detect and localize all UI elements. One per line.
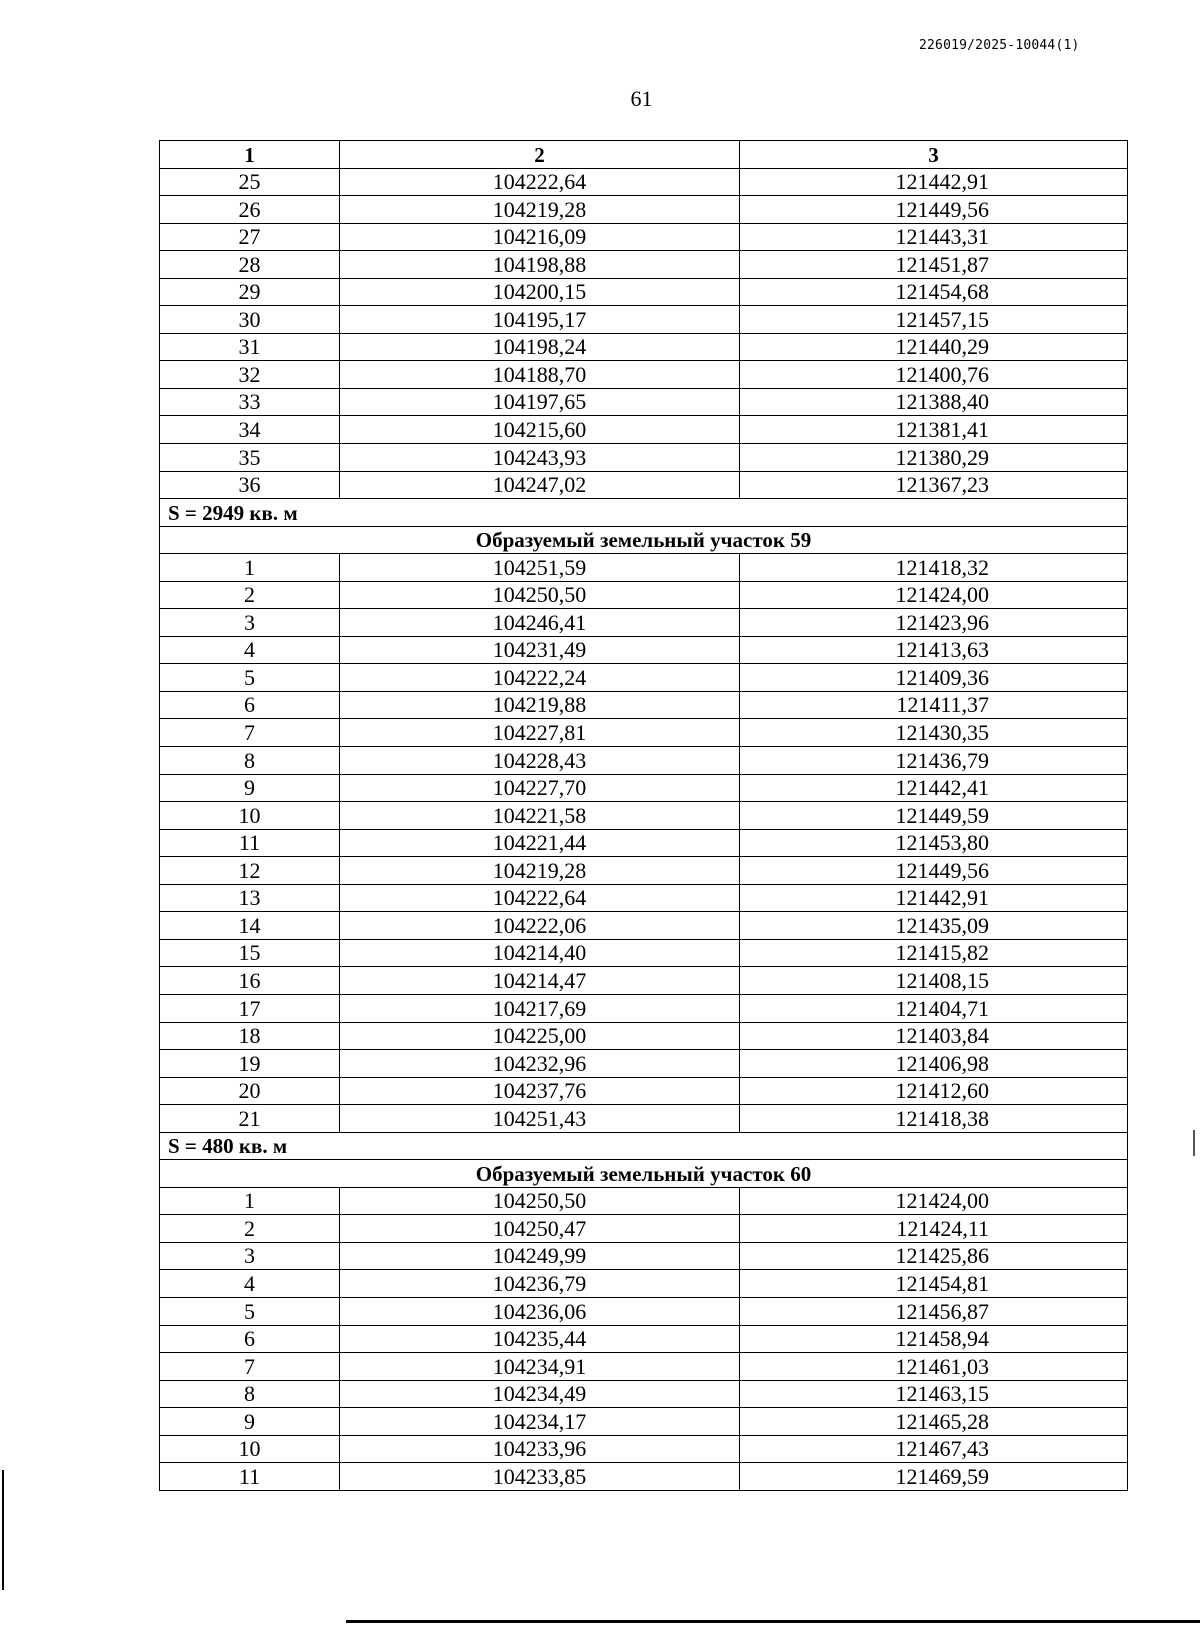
coordinate-y-cell: 121408,15 [740, 967, 1128, 995]
coordinate-x-cell: 104233,96 [340, 1435, 740, 1463]
coordinate-x-cell: 104251,43 [340, 1105, 740, 1133]
coordinate-y-cell: 121458,94 [740, 1325, 1128, 1353]
table-row [160, 1297, 1128, 1325]
coordinate-y-cell: 121400,76 [740, 361, 1128, 389]
coordinate-x-cell: 104235,44 [340, 1325, 740, 1353]
coordinates-table [159, 140, 1128, 1491]
coordinate-x-cell: 104234,49 [340, 1380, 740, 1408]
coordinate-y-cell: 121442,91 [740, 884, 1128, 912]
coordinate-x-cell: 104217,69 [340, 994, 740, 1022]
coordinate-y-cell: 121409,36 [740, 664, 1128, 692]
coordinate-y-cell: 121413,63 [740, 636, 1128, 664]
table-row [160, 251, 1128, 279]
coordinate-y-cell: 121380,29 [740, 444, 1128, 472]
table-row [160, 333, 1128, 361]
point-number-cell: 11 [160, 829, 340, 857]
coordinate-x-cell: 104243,93 [340, 444, 740, 472]
point-number-cell: 26 [160, 196, 340, 224]
coordinate-x-cell: 104250,50 [340, 581, 740, 609]
table-row [160, 168, 1128, 196]
point-number-cell: 31 [160, 333, 340, 361]
coordinate-x-cell: 104216,09 [340, 223, 740, 251]
point-number-cell: 5 [160, 1297, 340, 1325]
table-row [160, 1242, 1128, 1270]
point-number-cell: 3 [160, 1242, 340, 1270]
coordinate-y-cell: 121461,03 [740, 1353, 1128, 1381]
point-number-cell: 9 [160, 1408, 340, 1436]
table-row [160, 636, 1128, 664]
coordinate-x-cell: 104236,06 [340, 1297, 740, 1325]
table-row [160, 1187, 1128, 1215]
coordinate-y-cell: 121449,56 [740, 196, 1128, 224]
coordinate-x-cell: 104227,81 [340, 719, 740, 747]
table-row [160, 829, 1128, 857]
coordinate-x-cell: 104225,00 [340, 1022, 740, 1050]
coordinate-y-cell: 121381,41 [740, 416, 1128, 444]
point-number-cell: 1 [160, 1187, 340, 1215]
coordinate-y-cell: 121430,35 [740, 719, 1128, 747]
point-number-cell: 7 [160, 719, 340, 747]
coordinate-x-cell: 104222,64 [340, 168, 740, 196]
coordinate-x-cell: 104237,76 [340, 1077, 740, 1105]
table-row [160, 416, 1128, 444]
table-row [160, 1353, 1128, 1381]
area-row [160, 1132, 1128, 1160]
coordinate-x-cell: 104251,59 [340, 554, 740, 582]
scan-mark [1193, 1130, 1195, 1156]
table-row [160, 939, 1128, 967]
area-row [160, 499, 1128, 527]
coordinate-y-cell: 121454,68 [740, 278, 1128, 306]
coordinate-y-cell: 121403,84 [740, 1022, 1128, 1050]
document-id: 226019/2025-10044(1) [919, 38, 1080, 53]
point-number-cell: 35 [160, 444, 340, 472]
table-row [160, 802, 1128, 830]
table-row [160, 747, 1128, 775]
coordinate-x-cell: 104221,58 [340, 802, 740, 830]
coordinate-x-cell: 104250,47 [340, 1215, 740, 1243]
coordinate-x-cell: 104233,85 [340, 1463, 740, 1491]
point-number-cell: 10 [160, 1435, 340, 1463]
table-row [160, 912, 1128, 940]
table-row [160, 664, 1128, 692]
coordinate-x-cell: 104247,02 [340, 471, 740, 499]
table-row [160, 967, 1128, 995]
coordinate-y-cell: 121424,11 [740, 1215, 1128, 1243]
coordinate-x-cell: 104222,24 [340, 664, 740, 692]
point-number-cell: 12 [160, 857, 340, 885]
point-number-cell: 33 [160, 388, 340, 416]
table-row [160, 1270, 1128, 1298]
table-row [160, 388, 1128, 416]
coordinate-y-cell: 121454,81 [740, 1270, 1128, 1298]
coordinate-x-cell: 104236,79 [340, 1270, 740, 1298]
plot-title: Образуемый земельный участок 60 [160, 1160, 1128, 1188]
coordinate-y-cell: 121469,59 [740, 1463, 1128, 1491]
table-row [160, 471, 1128, 499]
point-number-cell: 9 [160, 774, 340, 802]
table-row [160, 581, 1128, 609]
table-row [160, 1435, 1128, 1463]
coordinate-x-cell: 104215,60 [340, 416, 740, 444]
point-number-cell: 16 [160, 967, 340, 995]
table-row [160, 994, 1128, 1022]
coordinate-x-cell: 104214,47 [340, 967, 740, 995]
coordinate-y-cell: 121436,79 [740, 747, 1128, 775]
point-number-cell: 6 [160, 691, 340, 719]
column-header-3: 3 [740, 141, 1128, 169]
area-value: S = 480 кв. м [160, 1132, 1128, 1160]
coordinate-x-cell: 104188,70 [340, 361, 740, 389]
point-number-cell: 34 [160, 416, 340, 444]
coordinate-x-cell: 104228,43 [340, 747, 740, 775]
coordinate-y-cell: 121404,71 [740, 994, 1128, 1022]
table-row [160, 719, 1128, 747]
coordinate-x-cell: 104227,70 [340, 774, 740, 802]
point-number-cell: 3 [160, 609, 340, 637]
table-row [160, 306, 1128, 334]
table-row [160, 361, 1128, 389]
point-number-cell: 15 [160, 939, 340, 967]
point-number-cell: 4 [160, 636, 340, 664]
coordinate-y-cell: 121411,37 [740, 691, 1128, 719]
table-row [160, 554, 1128, 582]
point-number-cell: 1 [160, 554, 340, 582]
table-row [160, 1408, 1128, 1436]
table-row [160, 884, 1128, 912]
table-row [160, 278, 1128, 306]
coordinate-y-cell: 121443,31 [740, 223, 1128, 251]
coordinate-x-cell: 104219,28 [340, 196, 740, 224]
table-row [160, 1325, 1128, 1353]
coordinate-x-cell: 104234,91 [340, 1353, 740, 1381]
coordinate-y-cell: 121442,91 [740, 168, 1128, 196]
table-row [160, 1463, 1128, 1491]
plot-title-row [160, 526, 1128, 554]
coordinate-y-cell: 121449,59 [740, 802, 1128, 830]
coordinate-x-cell: 104221,44 [340, 829, 740, 857]
coordinate-x-cell: 104249,99 [340, 1242, 740, 1270]
point-number-cell: 10 [160, 802, 340, 830]
coordinate-x-cell: 104232,96 [340, 1050, 740, 1078]
coordinate-y-cell: 121367,23 [740, 471, 1128, 499]
point-number-cell: 25 [160, 168, 340, 196]
coordinate-x-cell: 104250,50 [340, 1187, 740, 1215]
point-number-cell: 11 [160, 1463, 340, 1491]
scan-edge-line [346, 1620, 1200, 1623]
column-header-1: 1 [160, 141, 340, 169]
column-header-2: 2 [340, 141, 740, 169]
area-value: S = 2949 кв. м [160, 499, 1128, 527]
point-number-cell: 2 [160, 1215, 340, 1243]
coordinate-y-cell: 121465,28 [740, 1408, 1128, 1436]
point-number-cell: 32 [160, 361, 340, 389]
point-number-cell: 14 [160, 912, 340, 940]
table-row [160, 444, 1128, 472]
point-number-cell: 17 [160, 994, 340, 1022]
point-number-cell: 2 [160, 581, 340, 609]
coordinate-x-cell: 104195,17 [340, 306, 740, 334]
coordinate-y-cell: 121467,43 [740, 1435, 1128, 1463]
coordinate-x-cell: 104231,49 [340, 636, 740, 664]
coordinate-x-cell: 104234,17 [340, 1408, 740, 1436]
page-number: 61 [630, 86, 653, 111]
table-header-row [160, 141, 1128, 169]
table-row [160, 1050, 1128, 1078]
point-number-cell: 4 [160, 1270, 340, 1298]
table-row [160, 691, 1128, 719]
coordinate-x-cell: 104222,64 [340, 884, 740, 912]
table-row [160, 1077, 1128, 1105]
coordinate-y-cell: 121463,15 [740, 1380, 1128, 1408]
table-row [160, 857, 1128, 885]
point-number-cell: 19 [160, 1050, 340, 1078]
coordinate-x-cell: 104197,65 [340, 388, 740, 416]
coordinate-x-cell: 104214,40 [340, 939, 740, 967]
table-row [160, 609, 1128, 637]
coordinate-y-cell: 121412,60 [740, 1077, 1128, 1105]
coordinate-y-cell: 121456,87 [740, 1297, 1128, 1325]
coordinate-y-cell: 121406,98 [740, 1050, 1128, 1078]
point-number-cell: 7 [160, 1353, 340, 1381]
coordinate-x-cell: 104198,88 [340, 251, 740, 279]
coordinate-y-cell: 121423,96 [740, 609, 1128, 637]
coordinate-y-cell: 121440,29 [740, 333, 1128, 361]
coordinate-y-cell: 121425,86 [740, 1242, 1128, 1270]
plot-title: Образуемый земельный участок 59 [160, 526, 1128, 554]
point-number-cell: 30 [160, 306, 340, 334]
table-row [160, 1105, 1128, 1133]
coordinate-x-cell: 104200,15 [340, 278, 740, 306]
point-number-cell: 29 [160, 278, 340, 306]
point-number-cell: 28 [160, 251, 340, 279]
coordinate-y-cell: 121449,56 [740, 857, 1128, 885]
coordinate-y-cell: 121451,87 [740, 251, 1128, 279]
coordinate-x-cell: 104246,41 [340, 609, 740, 637]
plot-title-row [160, 1160, 1128, 1188]
coordinate-x-cell: 104198,24 [340, 333, 740, 361]
point-number-cell: 20 [160, 1077, 340, 1105]
coordinate-x-cell: 104219,88 [340, 691, 740, 719]
scan-mark [2, 1470, 4, 1590]
coordinate-y-cell: 121457,15 [740, 306, 1128, 334]
point-number-cell: 18 [160, 1022, 340, 1050]
coordinate-x-cell: 104222,06 [340, 912, 740, 940]
table-row [160, 196, 1128, 224]
coordinate-x-cell: 104219,28 [340, 857, 740, 885]
point-number-cell: 13 [160, 884, 340, 912]
coordinate-y-cell: 121435,09 [740, 912, 1128, 940]
table-row [160, 774, 1128, 802]
coordinate-y-cell: 121424,00 [740, 1187, 1128, 1215]
point-number-cell: 8 [160, 1380, 340, 1408]
coordinate-y-cell: 121388,40 [740, 388, 1128, 416]
coordinate-y-cell: 121442,41 [740, 774, 1128, 802]
table-row [160, 1215, 1128, 1243]
coordinate-y-cell: 121453,80 [740, 829, 1128, 857]
table-row [160, 1380, 1128, 1408]
point-number-cell: 6 [160, 1325, 340, 1353]
point-number-cell: 21 [160, 1105, 340, 1133]
coordinate-y-cell: 121418,32 [740, 554, 1128, 582]
coordinate-y-cell: 121415,82 [740, 939, 1128, 967]
point-number-cell: 36 [160, 471, 340, 499]
table-body [160, 141, 1128, 1491]
point-number-cell: 8 [160, 747, 340, 775]
table-row [160, 1022, 1128, 1050]
table-row [160, 223, 1128, 251]
coordinate-y-cell: 121418,38 [740, 1105, 1128, 1133]
coordinate-y-cell: 121424,00 [740, 581, 1128, 609]
point-number-cell: 27 [160, 223, 340, 251]
point-number-cell: 5 [160, 664, 340, 692]
